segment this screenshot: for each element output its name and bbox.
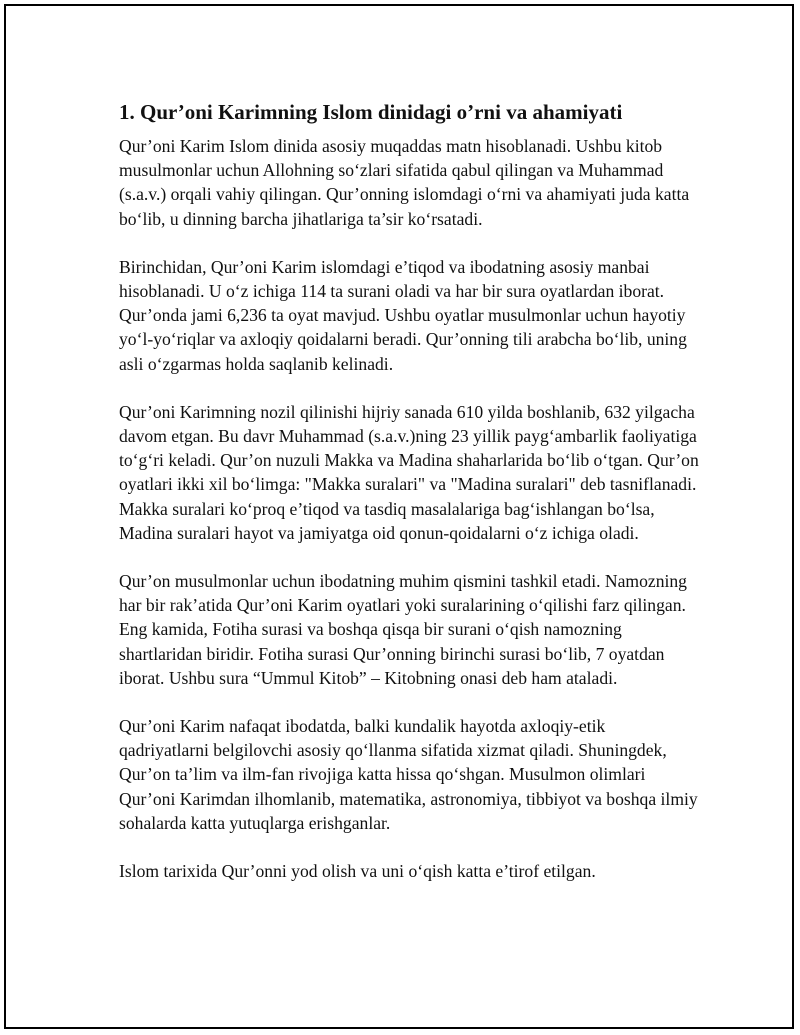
paragraph-4: Qur’on musulmonlar uchun ibodatning muhim qismini tashkil etadi. Namozning har bir rak’atida Qur’oni Karim oyatlari yoki suralarining o‘qilishi farz qilingan. Eng kamida, Fotiha surasi va boshqa qisqa bir surani o‘qish namozning shartlaridan biridir. Fotiha surasi Qur’onning birinchi surasi bo‘lib, 7 oyatdan iborat. Ushbu sura “Ummul Kitob” – Kitobning onasi deb ham ataladi.: [119, 571, 687, 688]
paragraph-6: Islom tarixida Qur’onni yod olish va uni o‘qish katta e’tirof etilgan.: [119, 861, 596, 882]
paragraph-3: Qur’oni Karimning nozil qilinishi hijriy sanada 610 yilda boshlanib, 632 yilgacha davom etgan. Bu davr Muhammad (s.a.v.)ning 23 yillik payg‘ambarlik faoliyatiga to‘g‘ri keladi. Qur’on nuzuli Makka va Madina shaharlarida bo‘lib o‘tgan. Qur’on oyatlari ikki xil bo‘limga: "Makka suralari" va "Madina suralari" deb tasniflanadi. Makka suralari ko‘proq e’tiqod va tasdiq masalalariga bag‘ishlangan bo‘lsa, Madina suralari hayot va jamiyatga oid qonun-qoidalarni o‘z ichiga oladi.: [119, 401, 699, 543]
paragraph-5: Qur’oni Karim nafaqat ibodatda, balki kundalik hayotda axloqiy-etik qadriyatlarni belgilovchi asosiy qo‘llanma sifatida xizmat qiladi. Shuningdek, Qur’on ta’lim va ilm-fan rivojiga katta hissa qo‘shgan. Musulmon olimlari Qur’oni Karimdan ilhomlanib, matematika, astronomiya, tibbiyot va boshqa ilmiy sohalarda katta yutuqlarga erishganlar.: [119, 716, 698, 833]
page-frame: [4, 4, 794, 1029]
document-title: 1. Qur’oni Karimning Islom dinidagi o’rni va ahamiyati: [119, 100, 623, 124]
document-body: [119, 98, 699, 907]
paragraph-1: Qur’oni Karim Islom dinida asosiy muqaddas matn hisoblanadi. Ushbu kitob musulmonlar uchun Allohning so‘zlari sifatida qabul qilingan va Muhammad (s.a.v.) orqali vahiy qilingan. Qur’onning islomdagi o‘rni va ahamiyati juda katta bo‘lib, u dinning barcha jihatlariga ta’sir ko‘rsatadi.: [119, 136, 690, 229]
paragraph-2: Birinchidan, Qur’oni Karim islomdagi e’tiqod va ibodatning asosiy manbai hisoblanadi. U o‘z ichiga 114 ta surani oladi va har bir sura oyatlardan iborat. Qur’onda jami 6,236 ta oyat mavjud. Ushbu oyatlar musulmonlar uchun hayotiy yo‘l-yo‘riqlar va axloqiy qoidalarni beradi. Qur’onning tili arabcha bo‘lib, uning asli o‘zgarmas holda saqlanib kelinadi.: [119, 256, 687, 374]
